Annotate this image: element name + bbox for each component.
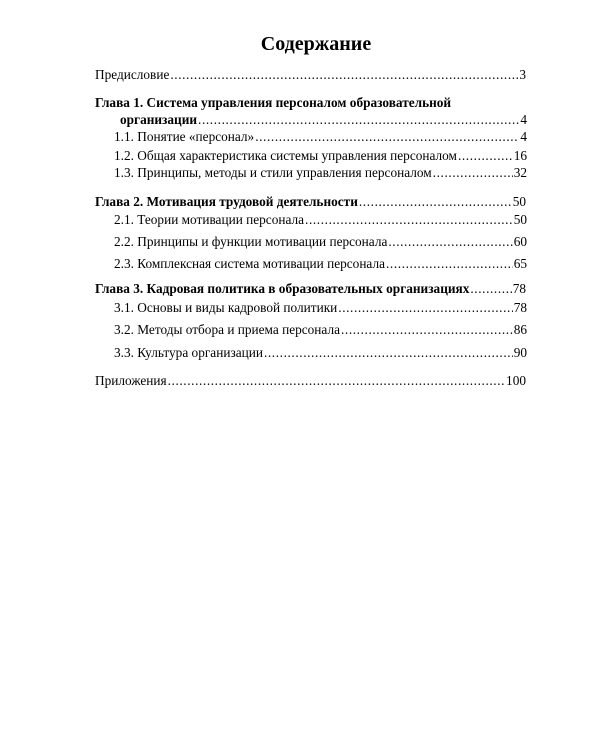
toc-section-3-3 [114, 345, 527, 361]
leader-dots [170, 67, 518, 83]
toc-section-2-1 [114, 212, 527, 228]
toc-section-1-3 [114, 165, 527, 181]
leader-dots [388, 234, 512, 250]
toc-entry-label: организации [120, 112, 198, 127]
toc-chapter-2 [95, 194, 526, 210]
toc-entry-label: Предисловие [95, 67, 170, 82]
toc-entry-label: Глава 3. Кадровая политика в образовательных организациях [95, 281, 470, 296]
leader-dots [338, 300, 512, 316]
toc-entry-page: 50 [512, 194, 526, 209]
leader-dots [458, 148, 513, 164]
leader-dots [198, 112, 519, 128]
toc-entry-preface [95, 67, 526, 83]
toc-entry-label: 1.3. Принципы, методы и стили управления персоналом [114, 165, 432, 180]
toc-section-2-3 [114, 256, 527, 272]
toc-entry-page: 65 [513, 256, 527, 271]
leader-dots [255, 129, 519, 145]
toc-entry-page: 78 [512, 281, 526, 296]
toc-entry-label: 1.1. Понятие «персонал» [114, 129, 255, 144]
toc-section-1-1 [114, 129, 527, 145]
toc-chapter-3 [95, 281, 526, 297]
toc-entry-page: 3 [519, 67, 526, 82]
page-title: Содержание [260, 33, 372, 55]
toc-section-2-2 [114, 234, 527, 250]
toc-chapter-1 [120, 112, 527, 128]
toc-entry-page: 100 [506, 373, 526, 388]
leader-dots [433, 165, 513, 181]
leader-dots [359, 194, 512, 210]
leader-dots [264, 345, 513, 361]
toc-entry-appendix [95, 373, 526, 389]
toc-section-1-2 [114, 148, 527, 164]
toc-entry-label: 1.2. Общая характеристика системы управления персоналом [114, 148, 457, 163]
toc-entry-page: 86 [513, 322, 527, 337]
toc-entry-label: 2.3. Комплексная система мотивации персонала [114, 256, 385, 271]
leader-dots [341, 322, 513, 338]
toc-chapter-1-title-line1: Глава 1. Система управления персоналом образовательной [95, 95, 452, 110]
toc-entry-label: Глава 2. Мотивация трудовой деятельности [95, 194, 358, 209]
leader-dots [305, 212, 513, 228]
toc-entry-page: 78 [513, 300, 527, 315]
toc-section-3-2 [114, 322, 527, 338]
toc-entry-page: 16 [513, 148, 527, 163]
toc-entry-page: 4 [520, 112, 527, 127]
toc-entry-page: 4 [520, 129, 527, 144]
toc-entry-label: 2.1. Теории мотивации персонала [114, 212, 305, 227]
toc-entry-label: 3.1. Основы и виды кадровой политики [114, 300, 338, 315]
toc-section-3-1 [114, 300, 527, 316]
toc-entry-label: 3.2. Методы отбора и приема персонала [114, 322, 340, 337]
leader-dots [470, 281, 511, 297]
toc-entry-label: 3.3. Культура организации [114, 345, 263, 360]
toc-entry-page: 90 [513, 345, 527, 360]
toc-entry-label: 2.2. Принципы и функции мотивации персонала [114, 234, 388, 249]
toc-entry-label: Приложения [95, 373, 167, 388]
toc-entry-page: 32 [513, 165, 527, 180]
toc-entry-page: 60 [513, 234, 527, 249]
leader-dots [168, 373, 505, 389]
toc-entry-page: 50 [513, 212, 527, 227]
leader-dots [386, 256, 513, 272]
